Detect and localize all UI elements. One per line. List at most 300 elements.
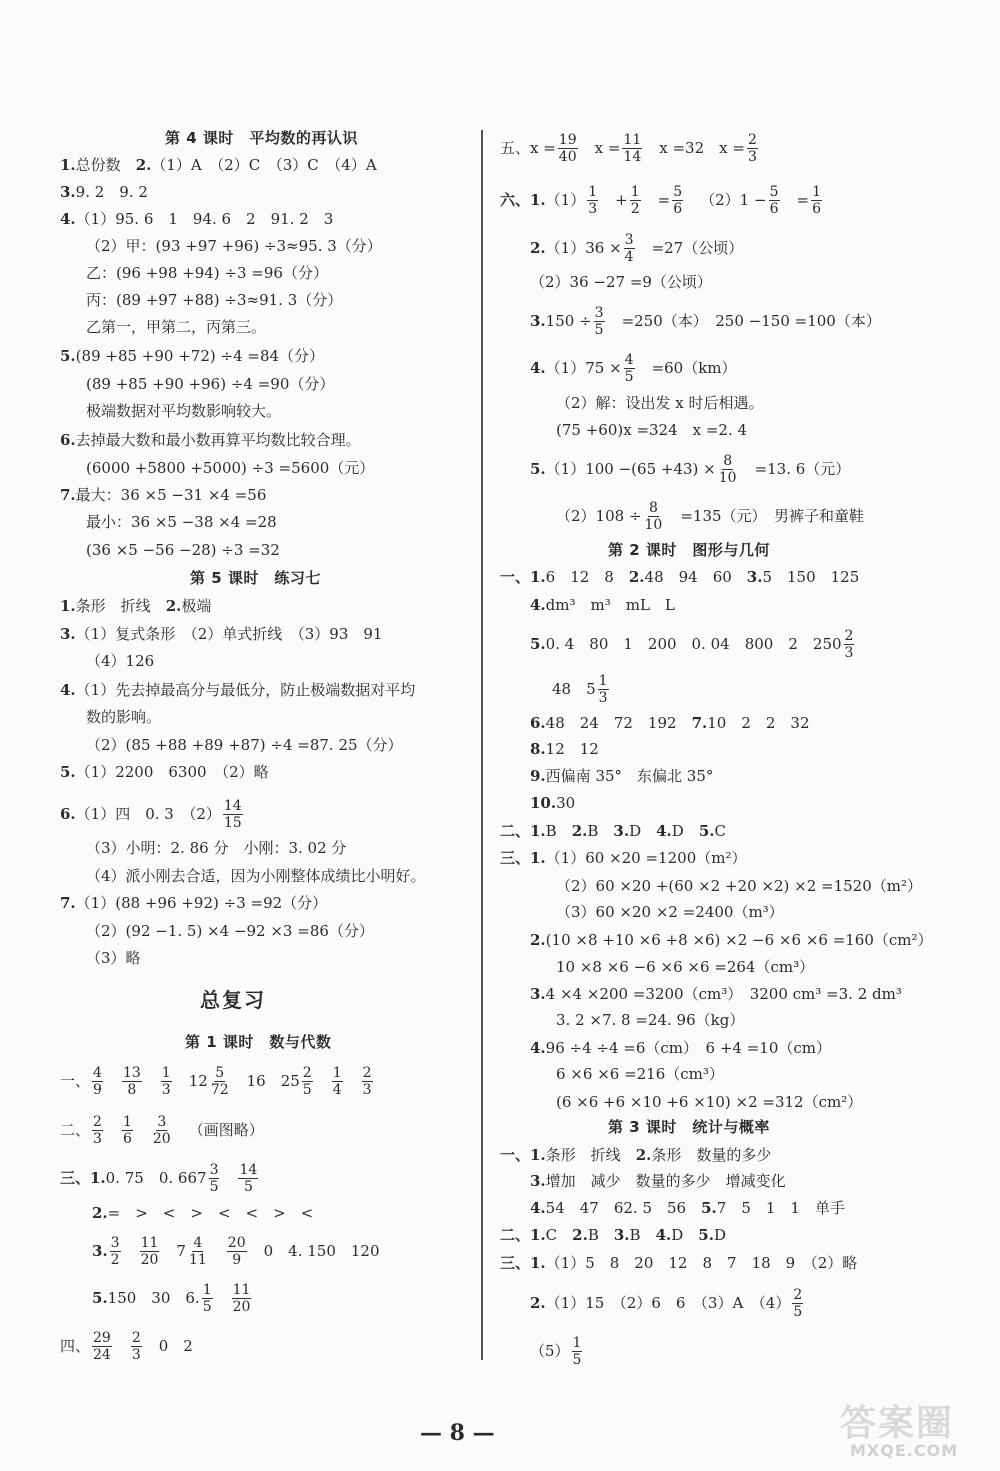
fraction-numerator: 1 <box>812 184 821 200</box>
answer-line <box>60 1162 275 1195</box>
answer-line <box>86 921 374 941</box>
answer-text: 第 3 课时 统计与概率 <box>608 1118 770 1136</box>
item-number: 2. <box>530 1293 546 1312</box>
fraction-denominator: 5 <box>302 1082 312 1098</box>
fraction-denominator: 10 <box>644 517 663 533</box>
fraction-numerator: 2 <box>302 1065 312 1081</box>
fraction-denominator: 9 <box>93 1082 102 1098</box>
answer-text: D <box>713 1226 726 1244</box>
item-number: 4. <box>530 1199 546 1217</box>
fraction <box>302 1065 313 1098</box>
answer-text: （1）5 8 20 12 8 7 18 9 （2）略 <box>545 1254 858 1272</box>
answer-line <box>86 651 154 671</box>
item-number: 10. <box>530 794 557 812</box>
answer-text: （3）小明：2. 86 分 小刚：3. 02 分 <box>86 839 347 857</box>
answer-text: + <box>615 190 628 209</box>
answer-text: =60（km） <box>651 358 737 377</box>
answer-line <box>530 1287 820 1320</box>
answer-line <box>60 155 377 175</box>
fraction-denominator: 3 <box>598 690 608 706</box>
spacer <box>856 634 871 654</box>
section-heading <box>608 540 770 560</box>
fraction-denominator: 20 <box>232 1299 251 1315</box>
fraction-denominator: 2 <box>630 201 640 217</box>
fraction-denominator: 5 <box>793 1304 803 1320</box>
answer-text: （2）(85 +88 +89 +87) ÷4 =87. 25（分） <box>86 736 403 754</box>
answer-line <box>530 739 599 759</box>
spacer <box>611 679 626 699</box>
spacer <box>135 1120 150 1140</box>
item-number: 5. <box>60 763 76 781</box>
spacer <box>345 1071 360 1091</box>
answer-text: 总份数 <box>75 156 136 174</box>
item-number: 7. <box>60 486 76 504</box>
fraction-denominator: 3 <box>93 1131 102 1147</box>
fraction <box>624 352 635 385</box>
fraction <box>92 1330 112 1363</box>
spacer <box>643 190 658 210</box>
fraction-denominator: 4 <box>332 1082 342 1098</box>
answer-text: = <box>657 190 671 209</box>
fraction <box>140 1235 160 1268</box>
answer-text: D <box>629 822 657 840</box>
answer-text: =250（本） 250 −150 =100（本） <box>621 311 881 330</box>
answer-line <box>552 673 626 706</box>
answer-line <box>86 540 280 560</box>
answer-line <box>60 346 324 366</box>
answer-text: 条形 数量的多少 <box>651 1146 772 1164</box>
fraction-denominator: 5 <box>594 322 604 338</box>
item-number: 3. <box>60 625 76 643</box>
answer-line <box>530 352 737 385</box>
answer-text: 16 25 <box>246 1071 300 1090</box>
answer-text: （2）108 ÷ <box>556 506 642 525</box>
answer-text: 48 24 72 192 <box>545 714 692 732</box>
fraction-numerator: 3 <box>209 1162 219 1178</box>
fraction <box>122 1114 133 1147</box>
fraction-numerator: 4 <box>93 1065 102 1081</box>
fraction-denominator: 6 <box>122 1131 132 1147</box>
item-number: 六、1. <box>500 190 546 209</box>
answer-text: 7 <box>176 1241 186 1260</box>
fraction <box>161 1065 172 1098</box>
fraction <box>792 1287 803 1320</box>
answer-text: 第 4 课时 平均数的再认识 <box>165 129 358 147</box>
fraction-numerator: 8 <box>648 500 658 516</box>
column-divider <box>481 130 483 1360</box>
fraction-numerator: 1 <box>572 1335 582 1351</box>
answer-text: C <box>545 1226 573 1244</box>
answer-text: (36 ×5 −56 −28) ÷3 =32 <box>86 541 280 559</box>
answer-line <box>86 866 426 886</box>
item-number: 4. <box>530 1039 546 1057</box>
fraction-numerator: 2 <box>362 1065 372 1081</box>
fraction-denominator: 14 <box>623 149 642 165</box>
item-number: 5. <box>92 1288 108 1307</box>
item-number: 1. <box>60 156 76 174</box>
fraction-numerator: 3 <box>110 1235 120 1251</box>
answer-line <box>530 453 850 486</box>
answer-text: 54 47 62. 5 56 <box>545 1199 702 1217</box>
section-heading <box>200 990 266 1010</box>
spacer <box>105 1071 120 1091</box>
item-number: 4. <box>655 1226 672 1244</box>
answer-text: 二、 <box>60 1120 91 1139</box>
answer-line <box>500 1145 771 1165</box>
item-number: 6. <box>60 431 76 449</box>
answer-line <box>86 236 382 256</box>
section-heading <box>185 1032 331 1052</box>
fraction-denominator: 40 <box>558 149 577 165</box>
fraction-numerator: 2 <box>793 1287 803 1303</box>
answer-text: （2）(92 −1. 5) ×4 −92 ×3 =86（分） <box>86 922 374 940</box>
answer-line <box>530 595 675 615</box>
answer-text: （5） <box>530 1341 570 1360</box>
fraction <box>769 184 780 217</box>
spacer <box>637 238 652 258</box>
item-number: 2. <box>530 238 546 257</box>
fraction-numerator: 11 <box>140 1235 159 1251</box>
answer-line <box>86 401 281 421</box>
fraction <box>209 1162 220 1195</box>
answer-line <box>86 317 266 337</box>
fraction-numerator: 11 <box>623 132 642 148</box>
spacer <box>144 1071 159 1091</box>
answer-text: （1） <box>545 190 586 209</box>
answer-line <box>60 430 361 450</box>
answer-line <box>556 500 864 533</box>
answer-line <box>60 1114 264 1147</box>
item-number: 一、1. <box>500 568 546 586</box>
fraction-numerator: 5 <box>769 184 779 200</box>
answer-line <box>530 305 881 338</box>
fraction <box>92 1065 103 1098</box>
answer-text: 7 5 1 1 单手 <box>716 1199 845 1217</box>
item-number: 3. <box>530 1172 546 1190</box>
spacer <box>253 1288 268 1308</box>
answer-text: （1）95. 6 1 94. 6 2 91. 2 3 <box>75 210 334 228</box>
answer-line <box>60 182 148 202</box>
answer-text: 丙：(89 +97 +88) ÷3≈91. 3（分） <box>86 291 343 309</box>
answer-line <box>556 957 814 977</box>
item-number: 3. <box>530 985 546 1003</box>
answer-line <box>530 1335 599 1368</box>
answer-line <box>530 232 743 265</box>
fraction-denominator: 11 <box>188 1252 207 1268</box>
fraction <box>188 1235 208 1268</box>
item-number: 三、1. <box>500 849 546 867</box>
answer-text: =135（元） 男裤子和童鞋 <box>680 506 865 525</box>
fraction-numerator: 3 <box>157 1114 167 1130</box>
answer-text: 最小：36 ×5 −38 ×4 =28 <box>86 513 277 531</box>
fraction-numerator: 3 <box>594 305 604 321</box>
item-number: 5. <box>60 347 76 365</box>
answer-text: D <box>671 822 699 840</box>
fraction <box>811 184 822 217</box>
fraction-denominator: 2 <box>110 1252 120 1268</box>
answer-line <box>60 893 327 913</box>
answer-text: （2）1 − <box>700 190 767 209</box>
fraction <box>152 1114 172 1147</box>
fraction <box>210 1065 230 1098</box>
item-number: 2. <box>135 156 152 174</box>
answer-line <box>530 984 902 1004</box>
answer-line <box>86 948 141 968</box>
fraction <box>332 1065 343 1098</box>
answer-line <box>86 707 161 727</box>
answer-line <box>530 272 712 292</box>
answer-line <box>500 1225 726 1245</box>
spacer <box>607 311 622 331</box>
spacer <box>637 358 652 378</box>
answer-line <box>530 1171 786 1191</box>
answer-text: (6 ×6 +6 ×10 +6 ×10) ×2 =312（cm²） <box>556 1093 863 1111</box>
answer-line <box>530 793 575 813</box>
spacer <box>315 1071 330 1091</box>
answer-line <box>60 485 266 505</box>
answer-text: 西偏南 35° 东偏北 35° <box>545 767 714 785</box>
answer-text: 12 <box>188 1071 208 1090</box>
spacer <box>760 138 775 158</box>
answer-text: 最大：36 ×5 −31 ×4 =56 <box>75 486 267 504</box>
fraction-denominator: 3 <box>588 201 598 217</box>
item-number: 3. <box>92 1241 108 1260</box>
answer-text: 4 ×4 ×200 =3200（cm³） 3200 cm³ =3. 2 dm³ <box>545 985 902 1003</box>
fraction <box>202 1282 213 1315</box>
fraction-denominator: 3 <box>362 1082 372 1098</box>
answer-line <box>86 290 342 310</box>
answer-line <box>92 1235 380 1268</box>
spacer <box>221 1168 236 1188</box>
answer-text: 四、 <box>60 1336 91 1355</box>
answer-text: （1）15 （2）6 6 （3）A （4） <box>545 1293 791 1312</box>
spacer <box>584 1341 599 1361</box>
watermark-logo <box>840 1395 990 1465</box>
fraction-denominator: 15 <box>223 815 242 831</box>
answer-text: 10 2 2 32 <box>707 714 810 732</box>
section-heading <box>165 128 358 148</box>
fraction-numerator: 2 <box>747 132 757 148</box>
answer-text: 5 150 125 <box>762 568 860 586</box>
fraction-numerator: 5 <box>673 184 683 200</box>
answer-line <box>60 624 382 644</box>
fraction-denominator: 3 <box>844 645 854 661</box>
spacer <box>123 1241 138 1261</box>
fraction-numerator: 19 <box>558 132 577 148</box>
fraction <box>92 1114 103 1147</box>
answer-text: B <box>587 822 614 840</box>
answer-text: 第 2 课时 图形与几何 <box>608 541 770 559</box>
answer-text: 0. 4 80 1 200 0. 04 800 2 250 <box>545 634 842 653</box>
item-number: 2. <box>628 568 645 586</box>
fraction-denominator: 3 <box>131 1347 141 1363</box>
answer-text: 乙第一，甲第二，丙第三。 <box>86 318 267 336</box>
spacer <box>105 1120 120 1140</box>
answer-text: （4）派小刚去合适，因为小刚整体成绩比小明好。 <box>86 867 426 885</box>
item-number: 二、1. <box>500 1226 546 1244</box>
answer-text: （2）60 ×20 +(60 ×2 +20 ×2) ×2 =1520（m²） <box>556 877 922 895</box>
answer-text: （1）(88 +96 +92) ÷3 =92（分） <box>75 894 328 912</box>
answer-text: （1）四 0. 3 （2） <box>75 804 221 823</box>
answer-text: =27（公顷） <box>651 238 744 257</box>
answer-text: （1）100 −(65 +43) × <box>545 459 716 478</box>
answer-text: 150 ÷ <box>545 311 592 330</box>
answer-line <box>92 1282 268 1315</box>
fraction-denominator: 5 <box>243 1179 253 1195</box>
fraction <box>622 132 642 165</box>
item-number: 2. <box>635 1146 652 1164</box>
fraction <box>131 1330 142 1363</box>
fraction-numerator: 13 <box>122 1065 141 1081</box>
fraction <box>238 1162 258 1195</box>
fraction <box>598 673 609 706</box>
spacer <box>174 1071 189 1091</box>
fraction-numerator: 1 <box>588 184 598 200</box>
answer-line <box>60 680 415 700</box>
answer-line <box>500 821 726 841</box>
answer-line <box>60 596 211 616</box>
answer-line <box>556 1064 724 1084</box>
fraction <box>594 305 605 338</box>
item-number: 5. <box>698 822 715 840</box>
spacer <box>144 1336 159 1356</box>
answer-text: 去掉最大数和最小数再算平均数比较合理。 <box>75 431 361 449</box>
item-number: 3. <box>613 1226 630 1244</box>
fraction-denominator: 4 <box>624 249 634 265</box>
answer-text: （1）先去掉最高分与最低分，防止极端数据对平均 <box>75 681 416 699</box>
answer-line <box>530 1198 845 1218</box>
answer-text: （4）126 <box>86 652 155 670</box>
answer-line <box>556 1010 744 1030</box>
fraction <box>362 1065 373 1098</box>
item-number: 三、1. <box>500 1254 546 1272</box>
watermark-text: 答案圈 <box>840 1403 955 1444</box>
fraction-numerator: 4 <box>624 352 634 368</box>
item-number: 5. <box>698 1226 714 1244</box>
answer-text: （1）复式条形 （2）单式折线 （3）93 91 <box>75 625 383 643</box>
fraction <box>672 184 683 217</box>
answer-line <box>92 1203 313 1223</box>
answer-line <box>86 263 328 283</box>
answer-text: 6 ×6 ×6 =216（cm³） <box>556 1065 724 1083</box>
fraction <box>223 798 243 831</box>
answer-text: 第 5 课时 练习七 <box>190 569 321 587</box>
item-number: 5. <box>530 459 546 478</box>
answer-text: 极端数据对平均数影响较大。 <box>86 402 282 420</box>
answer-text: (75 +60)x =324 x =2. 4 <box>556 421 748 439</box>
spacer <box>782 190 797 210</box>
spacer <box>644 138 659 158</box>
answer-line <box>530 713 810 733</box>
fraction <box>844 628 855 661</box>
answer-text: 五、x = <box>500 138 556 157</box>
answer-text: （3）略 <box>86 949 141 967</box>
item-number: 5. <box>701 1199 717 1217</box>
fraction-denominator: 5 <box>209 1179 219 1195</box>
answer-text: 12 12 <box>545 740 599 758</box>
fraction <box>624 232 635 265</box>
item-number: 4. <box>656 822 672 840</box>
item-number: 7. <box>60 894 76 912</box>
answer-line <box>556 420 747 440</box>
spacer <box>600 190 615 210</box>
item-number: 6. <box>60 804 76 823</box>
fraction-denominator: 6 <box>769 201 779 217</box>
answer-text: （2）36 −27 =9（公顷） <box>530 273 712 291</box>
spacer <box>114 1336 129 1356</box>
fraction-numerator: 1 <box>202 1282 212 1298</box>
answer-text: 48 94 60 <box>644 568 747 586</box>
item-number: 4. <box>530 358 546 377</box>
item-number: 三、1. <box>60 1168 106 1187</box>
item-number: 二、1. <box>500 822 546 840</box>
watermark-url: MXQE.COM <box>850 1441 959 1460</box>
fraction-numerator: 3 <box>624 232 634 248</box>
fraction <box>718 453 738 486</box>
fraction-denominator: 3 <box>747 149 757 165</box>
fraction-denominator: 8 <box>127 1082 137 1098</box>
fraction <box>644 500 664 533</box>
answer-line <box>500 184 839 217</box>
answer-text: C <box>714 822 726 840</box>
answer-text: （3）60 ×20 ×2 =2400（m³） <box>556 903 784 921</box>
item-number: 一、1. <box>500 1146 546 1164</box>
item-number: 3. <box>60 183 76 201</box>
answer-text: 0 4. 150 120 <box>263 1241 380 1260</box>
fraction-denominator: 6 <box>812 201 821 217</box>
item-number: 6. <box>530 714 546 732</box>
item-number: 4. <box>530 596 546 614</box>
item-number: 2. <box>530 931 546 949</box>
answer-text: （画图略） <box>188 1120 264 1139</box>
answer-text: 总复习 <box>200 988 266 1012</box>
spacer <box>740 459 755 479</box>
fraction-denominator: 5 <box>572 1352 582 1368</box>
fraction <box>558 132 578 165</box>
item-number: 3. <box>746 568 763 586</box>
answer-text: （1）36 × <box>545 238 622 257</box>
item-number: 3. <box>613 822 630 840</box>
fraction-numerator: 1 <box>630 184 640 200</box>
answer-text: x =32 x = <box>659 138 745 157</box>
answer-text: D <box>671 1226 699 1244</box>
answer-text: B <box>629 1226 656 1244</box>
fraction <box>110 1235 121 1268</box>
answer-text: (89 +85 +90 +72) ÷4 =84（分） <box>75 347 325 365</box>
spacer <box>665 506 680 526</box>
spacer <box>824 190 839 210</box>
answer-line <box>500 1253 857 1273</box>
spacer <box>245 804 260 824</box>
item-number: 2. <box>571 822 588 840</box>
fraction-numerator: 2 <box>131 1330 141 1346</box>
answer-line <box>60 1065 390 1098</box>
item-number: 5. <box>530 634 546 653</box>
answer-text: 96 ÷4 ÷4 =6（cm） 6 +4 =10（cm） <box>545 1039 831 1057</box>
answer-line <box>86 838 346 858</box>
spacer <box>215 1288 230 1308</box>
answer-text: 10 ×8 ×6 −6 ×6 ×6 =264（cm³） <box>556 958 815 976</box>
answer-text: (6000 +5800 +5000) ÷3 =5600（元） <box>86 459 375 477</box>
answer-text: 第 1 课时 数与代数 <box>185 1033 332 1051</box>
item-number: 3. <box>530 311 546 330</box>
fraction-denominator: 5 <box>202 1299 212 1315</box>
answer-text: B <box>545 822 572 840</box>
fraction-numerator: 2 <box>93 1114 102 1130</box>
spacer <box>174 1120 189 1140</box>
answer-line <box>530 1038 831 1058</box>
item-number: 1. <box>60 597 76 615</box>
